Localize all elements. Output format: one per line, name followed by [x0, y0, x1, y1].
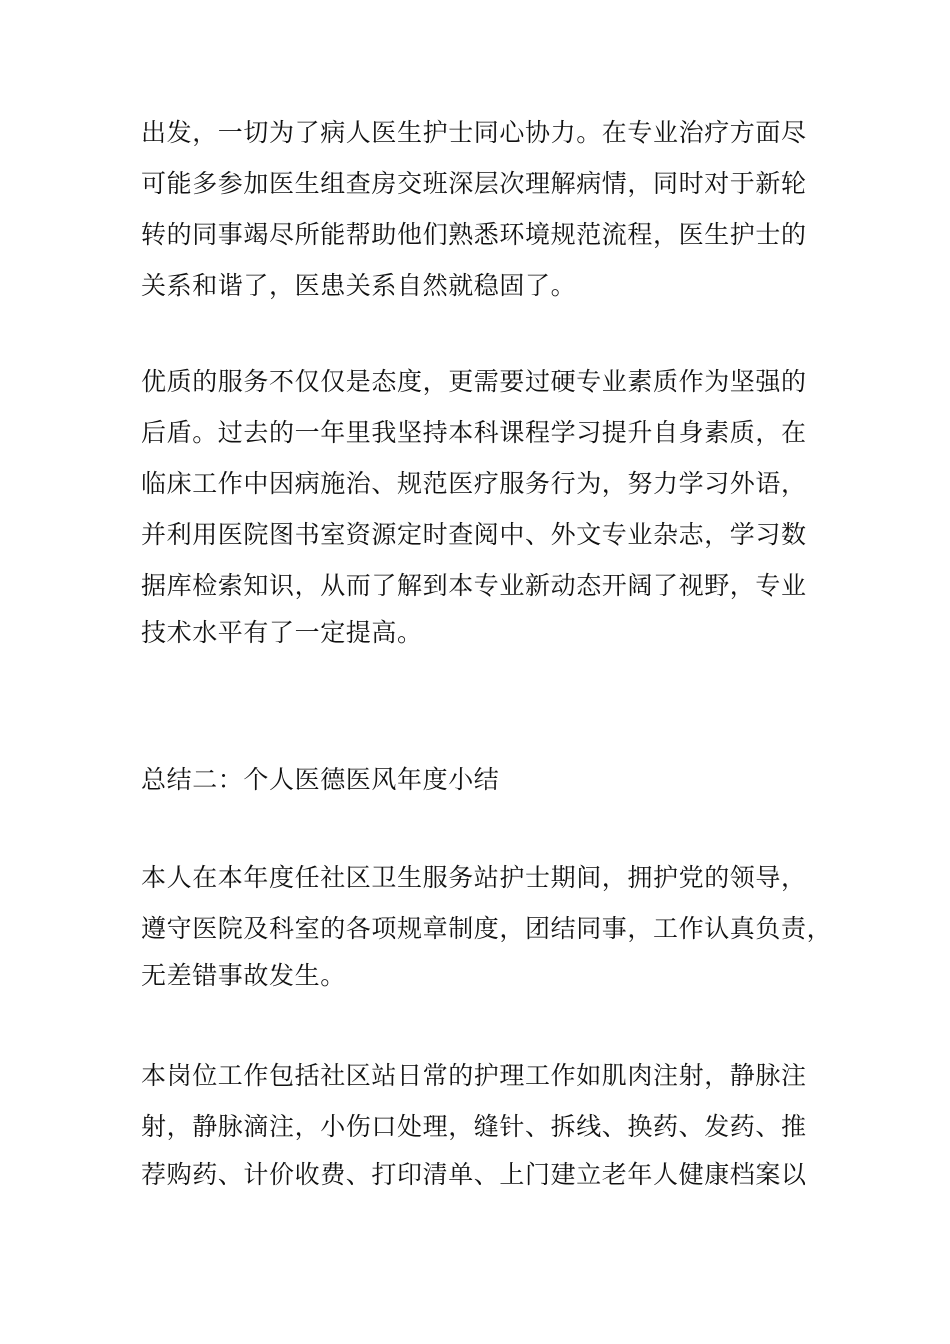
section-heading: 总结二：个人医德医风年度小结 [141, 765, 500, 794]
text-line: 本人在本年度任社区卫生服务站护士期间，拥护党的领导， [141, 863, 807, 892]
text-line: 无差错事故发生。 [141, 961, 346, 990]
text-line: 射，静脉滴注，小伤口处理，缝针、拆线、换药、发药、推 [141, 1112, 807, 1141]
text-line: 据库检索知识，从而了解到本专业新动态开阔了视野，专业 [141, 571, 807, 600]
text-line: 优质的服务不仅仅是态度，更需要过硬专业素质作为坚强的 [141, 367, 807, 396]
text-line: 后盾。过去的一年里我坚持本科课程学习提升自身素质，在 [141, 418, 807, 447]
text-line: 本岗位工作包括社区站日常的护理工作如肌肉注射，静脉注 [141, 1061, 807, 1090]
text-line: 转的同事竭尽所能帮助他们熟悉环境规范流程，医生护士的 [141, 220, 807, 249]
text-line: 并利用医院图书室资源定时查阅中、外文专业杂志，学习数 [141, 520, 807, 549]
text-line: 关系和谐了，医患关系自然就稳固了。 [141, 271, 577, 300]
text-line: 技术水平有了一定提高。 [141, 618, 423, 647]
text-line: 荐购药、计价收费、打印清单、上门建立老年人健康档案以 [141, 1160, 807, 1189]
text-line: 出发，一切为了病人医生护士同心协力。在专业治疗方面尽 [141, 118, 807, 147]
text-line: 可能多参加医生组查房交班深层次理解病情，同时对于新轮 [141, 169, 807, 198]
text-line: 临床工作中因病施治、规范医疗服务行为，努力学习外语， [141, 469, 807, 498]
text-line: 遵守医院及科室的各项规章制度，团结同事，工作认真负责， [141, 914, 833, 943]
